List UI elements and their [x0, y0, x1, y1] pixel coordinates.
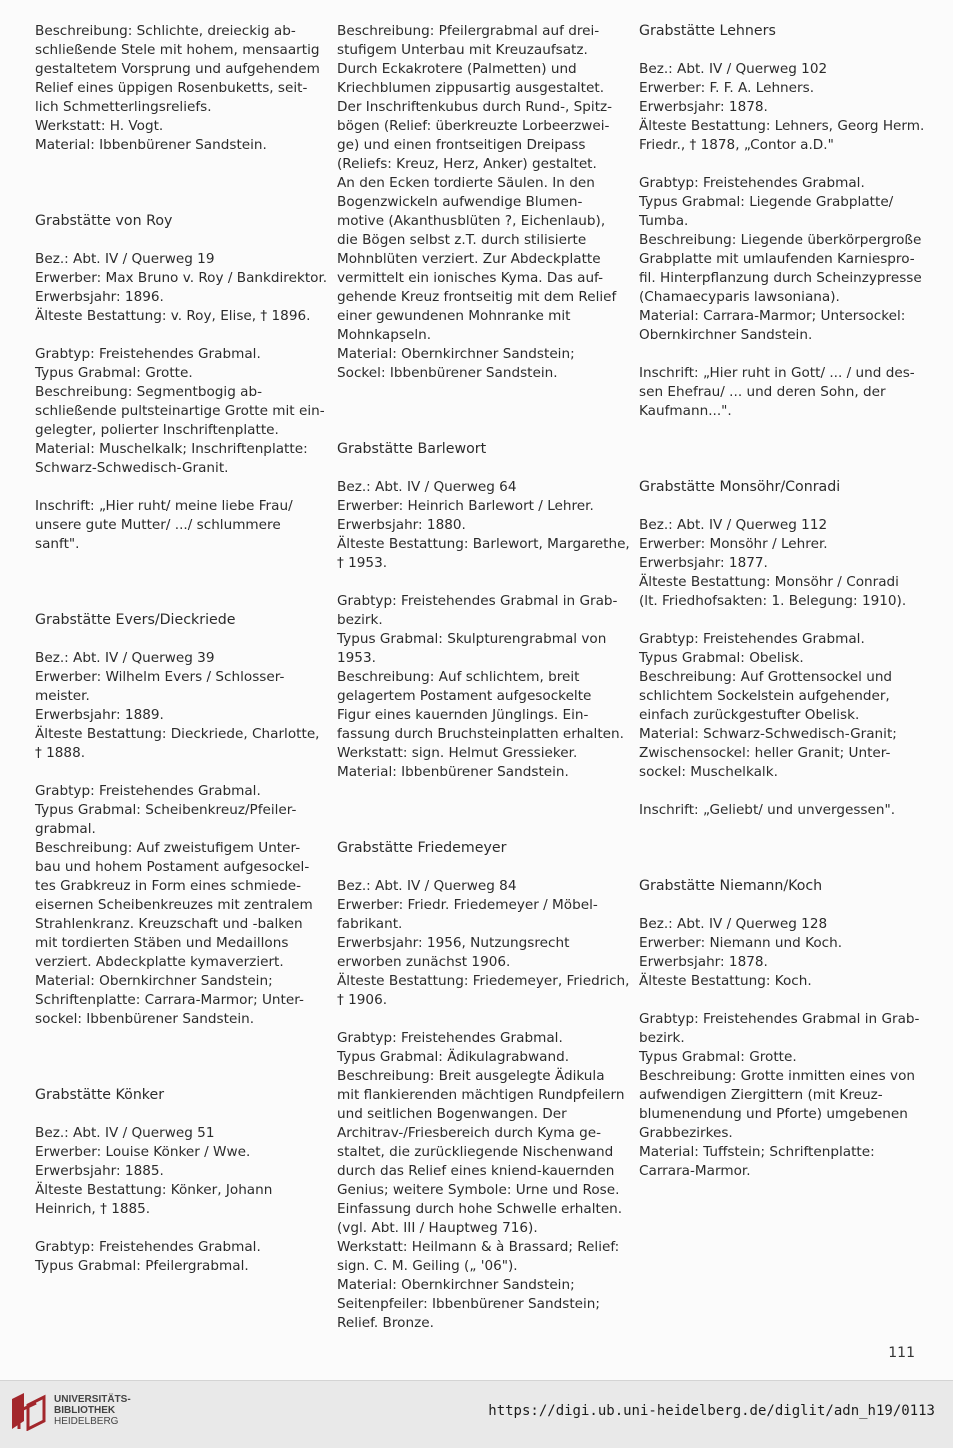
spacer [35, 630, 317, 649]
text-line: Erwerbsjahr: 1889. [35, 707, 164, 723]
text-line: Einfassung durch hohe Schwelle erhalten. [337, 1201, 623, 1217]
text-line: Typus Grabmal: Skulpturengrabmal von [337, 631, 607, 647]
spacer [639, 421, 921, 478]
text-line: Grabtyp: Freistehendes Grabmal. [35, 783, 261, 799]
text-line: Werkstatt: sign. Helmut Gressieker. [337, 745, 578, 761]
text-line: Typus Grabmal: Liegende Grabplatte/ [639, 194, 894, 210]
text-line: Älteste Bestattung: Monsöhr / Conradi [639, 574, 899, 590]
spacer [337, 383, 617, 440]
text-paragraph [337, 478, 630, 573]
text-line: Älteste Bestattung: Lehners, Georg Herm. [639, 118, 925, 134]
text-line: Beschreibung: Grotte inmitten eines von [639, 1068, 916, 1084]
logo-line-2: BIBLIOTHEK [54, 1405, 116, 1416]
text-line: bezirk. [337, 612, 383, 628]
text-line: meister. [35, 688, 90, 704]
text-line: gehende Kreuz frontseitig mit dem Relief [337, 289, 617, 305]
text-line: (Reliefs: Kreuz, Herz, Anker) gestaltet. [337, 156, 597, 172]
text-line: gelegter, polierter Inschriftenplatte. [35, 422, 279, 438]
text-line: Älteste Bestattung: Barlewort, Margarethe, [337, 536, 630, 552]
text-paragraph [337, 1029, 625, 1333]
text-line: ge) und einen frontseitigen Dreipass [337, 137, 586, 153]
text-line: Strahlenkranz. Kreuzschaft und -balken [35, 916, 303, 932]
text-line: fabrikant. [337, 916, 403, 932]
text-line: Erwerber: Niemann und Koch. [639, 935, 843, 951]
text-paragraph [639, 60, 925, 155]
text-line: Grabtyp: Freistehendes Grabmal. [639, 175, 865, 191]
text-line: Erwerbsjahr: 1880. [337, 517, 466, 533]
text-line: Heinrich, † 1885. [35, 1201, 151, 1217]
text-line: Erwerber: Louise Könker / Wwe. [35, 1144, 251, 1160]
spacer [639, 782, 921, 801]
spacer [639, 155, 921, 174]
text-line: Erwerbsjahr: 1896. [35, 289, 164, 305]
text-line: Figur eines kauernden Jünglings. Ein- [337, 707, 589, 723]
text-line: Erwerber: Wilhelm Evers / Schlosser- [35, 669, 285, 685]
text-line: lich Schmetterlingsreliefs. [35, 99, 212, 115]
text-line: Relief eines üppigen Rosenbuketts, seit- [35, 80, 308, 96]
text-line: Grabtyp: Freistehendes Grabmal. [639, 631, 865, 647]
text-line: bögen (Relief: überkreuzte Lorbeerzwei- [337, 118, 610, 134]
text-line: sockel: Muschelkalk. [639, 764, 778, 780]
spacer [639, 820, 921, 877]
spacer [639, 611, 921, 630]
section-heading: Grabstätte von Roy [35, 213, 173, 229]
text-line: schließende pultsteinartige Grotte mit ein- [35, 403, 325, 419]
spacer [639, 41, 921, 60]
text-paragraph [337, 592, 624, 782]
text-paragraph [35, 22, 320, 155]
text-line: und seitlichen Bogenwangen. Der [337, 1106, 567, 1122]
text-line: erworben zunächst 1906. [337, 954, 511, 970]
text-line: fil. Hinterpflanzung durch Scheinzypresse [639, 270, 922, 286]
text-line: Material: Obernkirchner Sandstein; [337, 346, 575, 362]
text-line: Inschrift: „Geliebt/ und unvergessen". [639, 802, 896, 818]
text-line: (Chamaecyparis lawsoniana). [639, 289, 840, 305]
text-line: gestaltetem Vorsprung und aufgehendem [35, 61, 320, 77]
text-line: Beschreibung: Auf Grottensockel und [639, 669, 893, 685]
text-line: die Bögen selbst z.T. durch stilisierte [337, 232, 587, 248]
spacer [35, 1219, 317, 1238]
text-line: Seitenpfeiler: Ibbenbürener Sandstein; [337, 1296, 601, 1312]
text-paragraph [639, 630, 921, 782]
text-paragraph [639, 174, 921, 345]
text-line: Grabtyp: Freistehendes Grabmal. [337, 1030, 563, 1046]
text-line: 1953. [337, 650, 376, 666]
text-line: Material: Ibbenbürener Sandstein. [35, 137, 267, 153]
text-line: tes Grabkreuz in Form eines schmiede- [35, 878, 302, 894]
text-line: Bez.: Abt. IV / Querweg 112 [639, 517, 828, 533]
section-heading: Grabstätte Könker [35, 1087, 165, 1103]
text-line: Werkstatt: H. Vogt. [35, 118, 164, 134]
footer-bar [0, 1380, 953, 1448]
text-line: Älteste Bestattung: Koch. [639, 973, 812, 989]
text-line: Der Inschriftenkubus durch Rund-, Spitz- [337, 99, 613, 115]
text-line: Erwerber: Friedr. Friedemeyer / Möbel- [337, 897, 598, 913]
text-paragraph [639, 915, 921, 991]
text-line: verziert. Abdeckplatte kymaverziert. [35, 954, 284, 970]
text-line: † 1906. [337, 992, 388, 1008]
spacer [337, 459, 617, 478]
text-line: Material: Tuffstein; Schriftenplatte: [639, 1144, 875, 1160]
spacer [35, 763, 317, 782]
text-line: bau und hohem Postament aufgesockel- [35, 859, 310, 875]
text-line: Bogenzwickeln aufwendige Blumen- [337, 194, 583, 210]
text-line: Erwerber: F. F. A. Lehners. [639, 80, 815, 96]
text-paragraph [35, 345, 325, 478]
text-line: Beschreibung: Auf zweistufigem Unter- [35, 840, 301, 856]
text-line: Material: Carrara-Marmor; Untersockel: [639, 308, 906, 324]
logo-line-1: UNIVERSITÄTS- [54, 1394, 131, 1405]
text-paragraph [337, 877, 630, 1010]
text-line: einer gewundenen Mohnranke mit [337, 308, 571, 324]
text-line: Schriftenplatte: Carrara-Marmor; Unter- [35, 992, 304, 1008]
text-line: bezirk. [639, 1030, 685, 1046]
text-line: Älteste Bestattung: v. Roy, Elise, † 1896. [35, 308, 311, 324]
text-line: † 1953. [337, 555, 388, 571]
text-line: staltet, die zurückliegende Nischenwand [337, 1144, 614, 1160]
text-line: Material: Obernkirchner Sandstein; [35, 973, 273, 989]
text-line: Bez.: Abt. IV / Querweg 102 [639, 61, 828, 77]
text-line: Material: Ibbenbürener Sandstein. [337, 764, 569, 780]
text-paragraph [639, 801, 921, 820]
text-line: Grabplatte mit umlaufenden Karniespro- [639, 251, 915, 267]
text-line: Material: Obernkirchner Sandstein; [337, 1277, 575, 1293]
text-line: Älteste Bestattung: Könker, Johann [35, 1182, 273, 1198]
text-line: Typus Grabmal: Scheibenkreuz/Pfeiler- [35, 802, 297, 818]
text-line: Beschreibung: Liegende überkörpergroße [639, 232, 922, 248]
text-line: stufigem Unterbau mit Kreuzaufsatz. [337, 42, 588, 58]
spacer [337, 858, 617, 877]
text-line: Grabtyp: Freistehendes Grabmal. [35, 346, 261, 362]
text-line: Typus Grabmal: Grotte. [639, 1049, 797, 1065]
text-paragraph [639, 1010, 921, 1181]
spacer [639, 896, 921, 915]
text-line: unsere gute Mutter/ .../ schlummere [35, 517, 281, 533]
text-paragraph [35, 649, 320, 763]
text-line: Erwerbsjahr: 1885. [35, 1163, 164, 1179]
text-line: Sockel: Ibbenbürener Sandstein. [337, 365, 558, 381]
text-line: (lt. Friedhofsakten: 1. Belegung: 1910). [639, 593, 907, 609]
text-column-1 [35, 22, 328, 1276]
text-line: motive (Akanthusblüten ?, Eichenlaub), [337, 213, 606, 229]
text-line: einfach zurückgestufter Obelisk. [639, 707, 860, 723]
text-line: Erwerbsjahr: 1878. [639, 954, 768, 970]
text-line: Mohnkapseln. [337, 327, 432, 343]
text-line: Älteste Bestattung: Dieckriede, Charlotte, [35, 726, 320, 742]
spacer [35, 231, 317, 250]
section-heading: Grabstätte Niemann/Koch [639, 878, 823, 894]
spacer [35, 554, 317, 611]
text-line: Erwerbsjahr: 1877. [639, 555, 768, 571]
text-line: Material: Schwarz-Schwedisch-Granit; [639, 726, 897, 742]
spacer [35, 1029, 317, 1086]
spacer [639, 497, 921, 516]
section-heading: Grabstätte Lehners [639, 23, 776, 39]
spacer [337, 1010, 617, 1029]
spacer [35, 478, 317, 497]
text-line: Älteste Bestattung: Friedemeyer, Friedrich, [337, 973, 630, 989]
text-line: Beschreibung: Pfeilergrabmal auf drei- [337, 23, 600, 39]
text-column-2 [337, 22, 630, 1333]
text-line: Tumba. [639, 213, 689, 229]
text-line: Beschreibung: Auf schlichtem, breit [337, 669, 580, 685]
text-line: Bez.: Abt. IV / Querweg 64 [337, 479, 517, 495]
spacer [337, 573, 617, 592]
spacer [639, 345, 921, 364]
text-paragraph [35, 782, 317, 1029]
text-line: Obernkirchner Sandstein. [639, 327, 813, 343]
text-line: Typus Grabmal: Pfeilergrabmal. [35, 1258, 249, 1274]
text-line: Typus Grabmal: Ädikulagrabwand. [337, 1049, 570, 1065]
text-line: Bez.: Abt. IV / Querweg 84 [337, 878, 517, 894]
text-line: Beschreibung: Segmentbogig ab- [35, 384, 263, 400]
page-number: 111 [888, 1345, 915, 1361]
text-line: Beschreibung: Breit ausgelegte Ädikula [337, 1068, 605, 1084]
text-line: Grabtyp: Freistehendes Grabmal in Grab- [639, 1011, 920, 1027]
spacer [35, 1105, 317, 1124]
text-line: sanft". [35, 536, 80, 552]
text-line: Grabtyp: Freistehendes Grabmal in Grab- [337, 593, 618, 609]
text-line: Grabbezirkes. [639, 1125, 733, 1141]
text-line: Bez.: Abt. IV / Querweg 128 [639, 916, 828, 932]
text-line: schließende Stele mit hohem, mensaartig [35, 42, 320, 58]
text-line: sign. C. M. Geiling („ '06"). [337, 1258, 518, 1274]
text-line: fassung durch Bruchsteinplatten erhalten. [337, 726, 624, 742]
text-paragraph [639, 516, 921, 611]
text-line: Beschreibung: Schlichte, dreieckig ab- [35, 23, 296, 39]
text-line: Mohnblüten verziert. Zur Abdeckplatte [337, 251, 601, 267]
library-logo-text [54, 1394, 131, 1427]
text-line: Typus Grabmal: Grotte. [35, 365, 193, 381]
text-line: Erwerbsjahr: 1878. [639, 99, 768, 115]
text-line: Schwarz-Schwedisch-Granit. [35, 460, 229, 476]
text-line: grabmal. [35, 821, 96, 837]
text-line: Zwischensockel: heller Granit; Unter- [639, 745, 891, 761]
spacer [35, 155, 317, 212]
section-heading: Grabstätte Evers/Dieckriede [35, 612, 236, 628]
text-line: Genius; weitere Symbole: Urne und Rose. [337, 1182, 620, 1198]
text-line: eisernen Scheibenkreuzes mit zentralem [35, 897, 313, 913]
text-line: Erwerber: Monsöhr / Lehrer. [639, 536, 828, 552]
text-line: Kriechblumen zippusartig ausgestaltet. [337, 80, 605, 96]
text-paragraph [35, 1124, 317, 1219]
text-line: Erwerbsjahr: 1956, Nutzungsrecht [337, 935, 570, 951]
text-paragraph [35, 497, 317, 554]
text-line: An den Ecken tordierte Säulen. In den [337, 175, 595, 191]
text-line: Typus Grabmal: Obelisk. [639, 650, 804, 666]
text-line: sockel: Ibbenbürener Sandstein. [35, 1011, 255, 1027]
text-line: vermittelt ein ionisches Kyma. Das auf- [337, 270, 604, 286]
text-line: Material: Muschelkalk; Inschriftenplatte: [35, 441, 308, 457]
text-line: † 1888. [35, 745, 86, 761]
text-line: Bez.: Abt. IV / Querweg 39 [35, 650, 215, 666]
text-paragraph [35, 250, 328, 326]
text-line: Grabtyp: Freistehendes Grabmal. [35, 1239, 261, 1255]
text-line: Architrav-/Friesbereich durch Kyma ge- [337, 1125, 602, 1141]
text-line: blumenendung und Pforte) umgebenen [639, 1106, 908, 1122]
section-heading: Grabstätte Monsöhr/Conradi [639, 479, 841, 495]
permalink-url[interactable]: https://digi.ub.uni-heidelberg.de/diglit/adn_h19/0113 [488, 1403, 935, 1419]
text-line: durch das Relief eines kniend-kauernden [337, 1163, 615, 1179]
text-paragraph [639, 364, 921, 421]
text-line: Bez.: Abt. IV / Querweg 51 [35, 1125, 215, 1141]
section-heading: Grabstätte Friedemeyer [337, 840, 507, 856]
text-line: Erwerber: Heinrich Barlewort / Lehrer. [337, 498, 594, 514]
text-line: Carrara-Marmor. [639, 1163, 751, 1179]
text-line: Inschrift: „Hier ruht in Gott/ ... / und des- [639, 365, 915, 381]
text-line: Relief. Bronze. [337, 1315, 434, 1331]
logo-line-3: HEIDELBERG [54, 1416, 119, 1427]
text-paragraph [337, 22, 617, 383]
spacer [639, 991, 921, 1010]
text-line: Werkstatt: Heilmann & à Brassard; Relief: [337, 1239, 620, 1255]
spacer [35, 326, 317, 345]
spacer [337, 782, 617, 839]
text-line: Erwerber: Max Bruno v. Roy / Bankdirektor. [35, 270, 328, 286]
text-line: Durch Eckakrotere (Palmetten) und [337, 61, 577, 77]
text-column-3 [639, 22, 925, 1181]
text-line: mit flankierenden mächtigen Rundpfeilern [337, 1087, 625, 1103]
text-line: (vgl. Abt. III / Hauptweg 716). [337, 1220, 538, 1236]
text-paragraph [35, 1238, 317, 1276]
library-logo-icon [10, 1391, 46, 1431]
text-line: Kaufmann...". [639, 403, 732, 419]
text-line: aufwendigen Ziergittern (mit Kreuz- [639, 1087, 883, 1103]
text-line: gelagertem Postament aufgesockelte [337, 688, 592, 704]
text-line: sen Ehefrau/ ... und deren Sohn, der [639, 384, 886, 400]
text-line: Bez.: Abt. IV / Querweg 19 [35, 251, 215, 267]
section-heading: Grabstätte Barlewort [337, 441, 487, 457]
text-line: schlichtem Sockelstein aufgehender, [639, 688, 890, 704]
text-line: Inschrift: „Hier ruht/ meine liebe Frau/ [35, 498, 293, 514]
text-line: Friedr., † 1878, „Contor a.D." [639, 137, 834, 153]
text-line: mit tordierten Stäben und Medaillons [35, 935, 289, 951]
